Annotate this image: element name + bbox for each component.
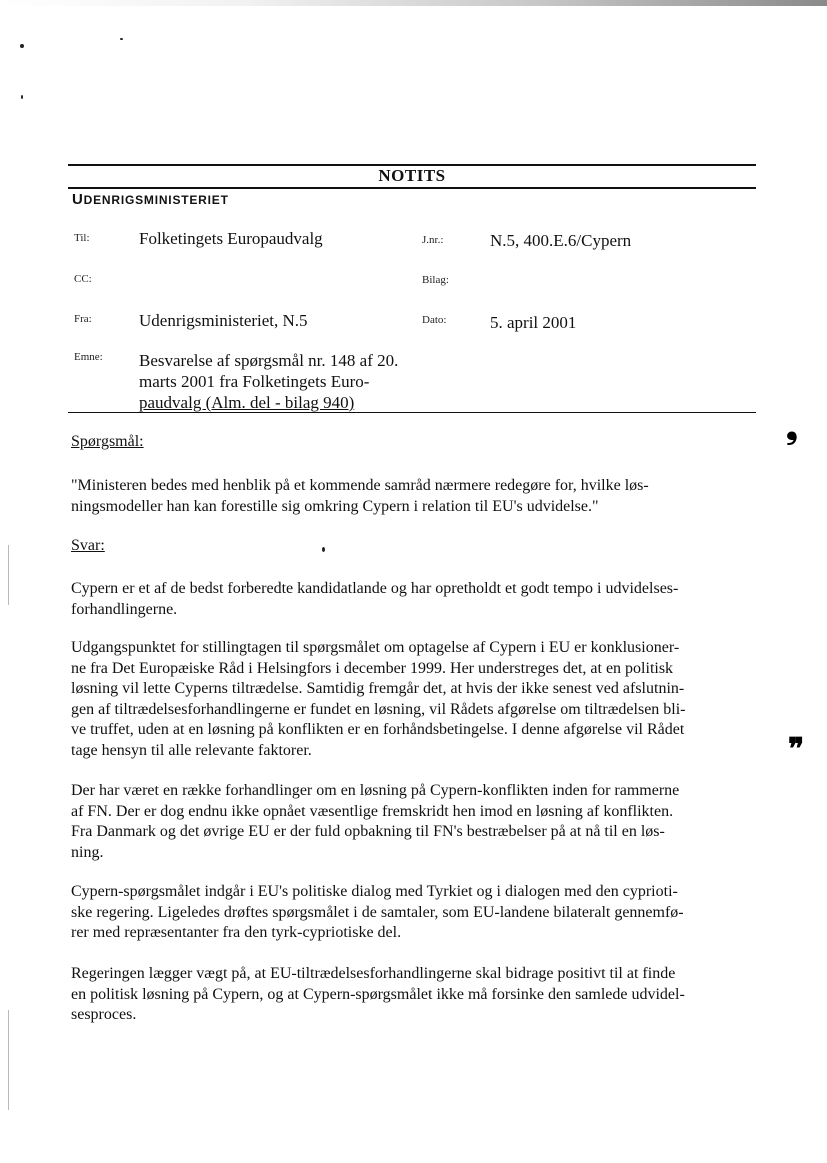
ministry-name-initial: U: [72, 191, 84, 208]
jnr-value: N.5, 400.E.6/Cypern: [490, 231, 632, 250]
text-line: en politisk løsning på Cypern, og at Cypern-spørgsmålet ikke må forsinke den samlede udvidel-: [71, 985, 685, 1003]
answer-paragraph: [71, 781, 761, 863]
scan-speck: [322, 547, 325, 552]
text-line: Cypern-spørgsmålet indgår i EU's politiske dialog med Tyrkiet og i dialogen med den cyprioti-: [71, 883, 678, 900]
fra-value: Udenrigsministeriet, N.5: [139, 311, 308, 330]
answer-paragraph: [71, 579, 761, 620]
til-value: Folketingets Europaudvalg: [139, 229, 323, 248]
header-bottom-rule: [68, 412, 756, 413]
answer-heading: Svar:: [71, 537, 105, 554]
til-label: Til:: [74, 232, 90, 244]
scan-top-edge: [0, 0, 827, 6]
answer-paragraph: [71, 882, 761, 944]
cc-label: CC:: [74, 273, 92, 285]
scan-margin-line: [8, 545, 9, 605]
text-line: ne fra Det Europæiske Råd i Helsingfors i december 1999. Her understreges det, at en politisk: [71, 659, 674, 677]
scan-margin-mark: ❞: [788, 733, 805, 766]
text-line: Udgangspunktet for stillingtagen til spørgsmålet om optagelse af Cypern i EU er konklusioner-: [71, 639, 680, 656]
text-line: Cypern er et af de bedst forberedte kandidatlande og har opretholdt et godt tempo i udvidelses-: [71, 580, 679, 597]
jnr-label: J.nr.:: [422, 234, 444, 246]
text-line: rer med repræsentanter fra den tyrk-cypriotiske del.: [71, 924, 402, 941]
question-heading: Spørgsmål:: [71, 433, 144, 450]
scan-speck: [120, 38, 123, 40]
header-mid-rule: [68, 187, 756, 189]
text-line: ve truffet, uden at en løsning på konflikten er en forhåndsbetingelse. I denne afgørelse vil Rådet: [71, 721, 685, 738]
answer-paragraph: [71, 638, 761, 761]
text-line: sesproces.: [71, 1006, 137, 1023]
bilag-label: Bilag:: [422, 274, 449, 286]
text-line: Der har været en række forhandlinger om en løsning på Cypern-konflikten inden for rammerne: [71, 782, 680, 799]
scan-margin-mark: ❟: [786, 412, 798, 445]
scan-speck: [20, 44, 24, 48]
text-line: tage hensyn til alle relevante faktorer.: [71, 741, 312, 759]
emne-line: paudvalg (Alm. del - bilag 940): [139, 393, 355, 412]
emne-value: [139, 350, 439, 413]
text-line: gen af tiltrædelsesforhandlingerne er fundet en løsning, vil Rådets afgørelse om tiltrædelsen bli-: [71, 700, 686, 718]
fra-label: Fra:: [74, 313, 92, 325]
document-title: NOTITS: [378, 166, 446, 185]
text-line: af FN. Der er dog endnu ikke opnået væsentlige fremskridt hen imod en løsning af konflikten.: [71, 802, 674, 820]
ministry-name-rest: DENRIGSMINISTERIET: [83, 193, 229, 207]
emne-label: Emne:: [74, 351, 103, 363]
dato-label: Dato:: [422, 314, 447, 326]
text-line: ning.: [71, 843, 104, 861]
text-line: forhandlingerne.: [71, 600, 178, 618]
text-line: ningsmodeller han kan forestille sig omkring Cypern i relation til EU's udvidelse.": [71, 497, 599, 515]
text-line: Fra Danmark og det øvrige EU er der fuld opbakning til FN's bestræbelser på at nå til en løs-: [71, 823, 665, 840]
scan-margin-line: [8, 1010, 9, 1110]
emne-line: Besvarelse af spørgsmål nr. 148 af 20.: [139, 351, 399, 370]
text-line: Regeringen lægger vægt på, at EU-tiltrædelsesforhandlingerne skal bidrage positivt til at finde: [71, 965, 676, 982]
dato-value: 5. april 2001: [490, 313, 577, 332]
scan-speck: [21, 95, 23, 99]
text-line: "Ministeren bedes med henblik på et kommende samråd nærmere redegøre for, hvilke løs-: [71, 477, 649, 494]
text-line: ske regering. Ligeledes drøftes spørgsmålet i de samtaler, som EU-landene bilateralt gennemfø-: [71, 903, 684, 921]
answer-paragraph: [71, 964, 761, 1026]
emne-line: marts 2001 fra Folketingets Euro-: [139, 372, 370, 391]
text-line: løsning vil lette Cyperns tiltrædelse. Samtidig fremgår det, at hvis der ikke senest ved afslutnin-: [71, 680, 685, 697]
ministry-name: [72, 191, 229, 208]
question-text: [71, 476, 761, 517]
